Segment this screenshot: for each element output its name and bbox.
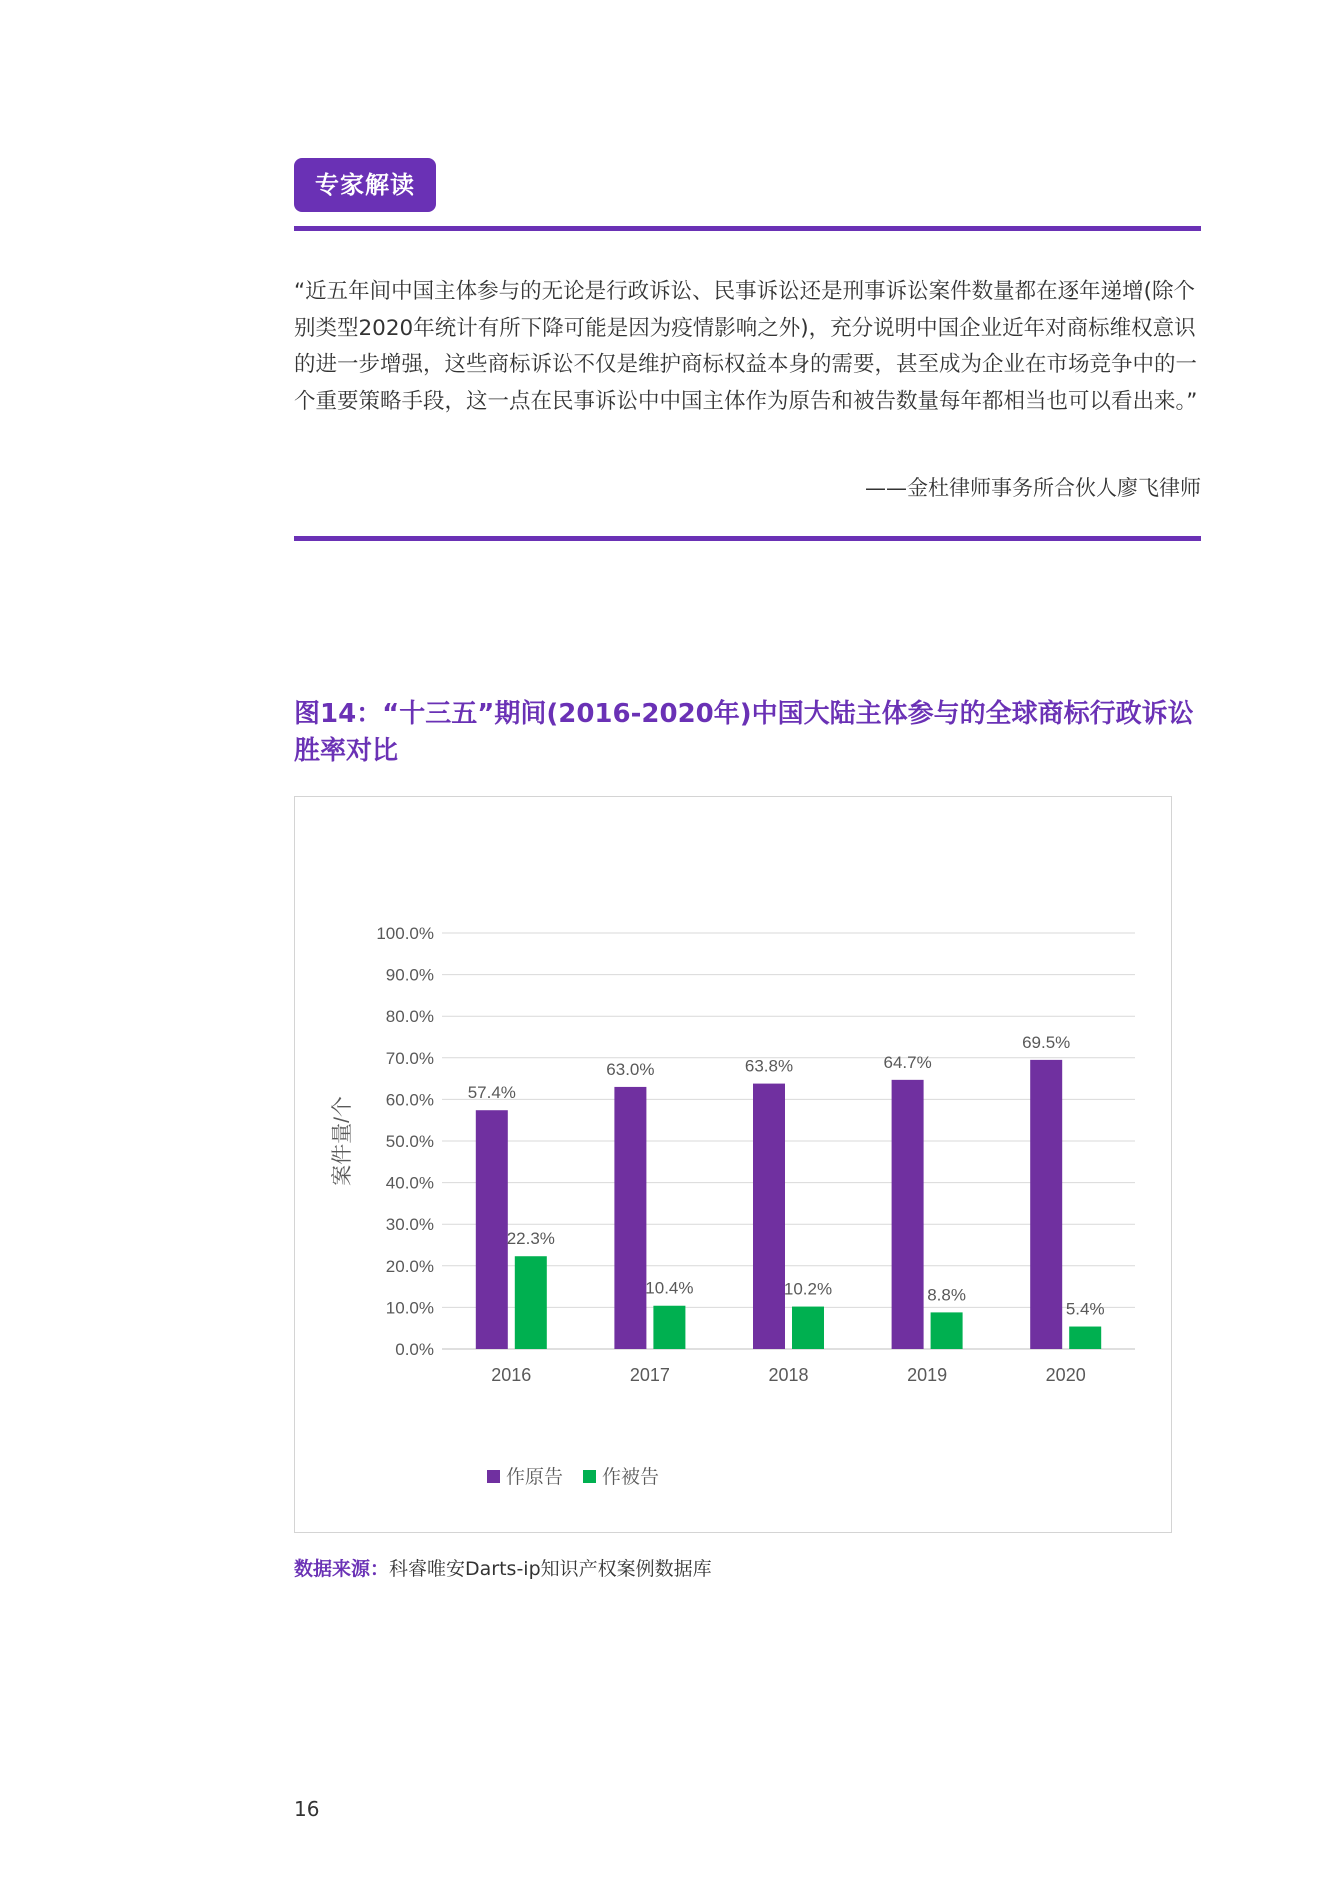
x-tick-label: 2017 xyxy=(629,1365,670,1385)
bar-plaintiff xyxy=(753,1084,785,1349)
data-label: 63.0% xyxy=(606,1059,655,1079)
quote-attribution: ——金杜律师事务所合伙人廖飞律师 xyxy=(865,476,1201,500)
data-label: 10.2% xyxy=(783,1279,833,1299)
expert-quote: “近五年间中国主体参与的无论是行政诉讼、民事诉讼还是刑事诉讼案件数量都在逐年递增(除个别类型2020年统计有所下降可能是因为疫情影响之外)，充分说明中国企业近年对商标维权意识的进一步增强，这些商标诉讼不仅是维护商标权益本身的需要，甚至成为企业在市场竞争中的一个重要策略手段，这一点在民事诉讼中中国主体作为原告和被告数量每年都相当也可以看出来。” xyxy=(294,279,1198,414)
y-tick-label: 40.0% xyxy=(385,1173,434,1193)
y-tick-label: 30.0% xyxy=(385,1215,434,1235)
y-tick-label: 50.0% xyxy=(385,1132,434,1151)
top-divider xyxy=(294,226,1201,231)
bar-defendant xyxy=(931,1312,963,1349)
legend-label: 作原告 xyxy=(506,1467,564,1488)
bar-chart xyxy=(295,797,1171,1532)
bar-defendant xyxy=(1069,1327,1101,1349)
data-label: 5.4% xyxy=(1065,1299,1105,1319)
y-tick-label: 60.0% xyxy=(385,1090,434,1110)
y-tick-label: 70.0% xyxy=(385,1048,434,1068)
bar-defendant xyxy=(792,1307,824,1349)
data-label: 57.4% xyxy=(467,1083,516,1103)
bar-plaintiff xyxy=(476,1110,508,1349)
x-tick-label: 2016 xyxy=(491,1365,532,1385)
data-label: 8.8% xyxy=(927,1285,966,1305)
data-label: 22.3% xyxy=(506,1229,555,1249)
figure-title: 图14：“十三五”期间(2016-2020年)中国大陆主体参与的全球商标行政诉讼胜率对比 xyxy=(294,699,1194,766)
bar-defendant xyxy=(653,1306,685,1349)
y-tick-label: 90.0% xyxy=(385,965,434,985)
bar-plaintiff xyxy=(614,1087,646,1349)
data-label: 63.8% xyxy=(744,1056,794,1076)
data-label: 69.5% xyxy=(1022,1032,1071,1052)
section-badge: 专家解读 xyxy=(294,158,436,212)
page-number: 16 xyxy=(294,1797,320,1821)
data-label: 64.7% xyxy=(883,1052,932,1072)
y-tick-label: 10.0% xyxy=(385,1298,434,1318)
bar-plaintiff xyxy=(892,1080,924,1349)
y-tick-label: 0.0% xyxy=(395,1340,434,1359)
data-label: 10.4% xyxy=(645,1278,694,1298)
chart-frame xyxy=(294,796,1172,1533)
y-axis-label: 案件量/个 xyxy=(331,1096,354,1186)
legend-swatch xyxy=(583,1470,596,1483)
bottom-divider xyxy=(294,536,1201,541)
data-source-label: 数据来源： xyxy=(294,1558,390,1580)
x-tick-label: 2020 xyxy=(1045,1365,1086,1385)
y-tick-label: 80.0% xyxy=(385,1007,434,1027)
legend-label: 作被告 xyxy=(602,1467,660,1488)
bar-defendant xyxy=(515,1256,547,1349)
y-tick-label: 20.0% xyxy=(385,1256,434,1276)
legend-swatch xyxy=(487,1470,500,1483)
y-tick-label: 100.0% xyxy=(376,924,434,943)
x-tick-label: 2018 xyxy=(768,1365,809,1385)
data-source xyxy=(294,1554,712,1581)
bar-plaintiff xyxy=(1030,1060,1062,1349)
x-tick-label: 2019 xyxy=(907,1365,948,1385)
data-source-text: 科睿唯安Darts-ip知识产权案例数据库 xyxy=(389,1558,712,1580)
